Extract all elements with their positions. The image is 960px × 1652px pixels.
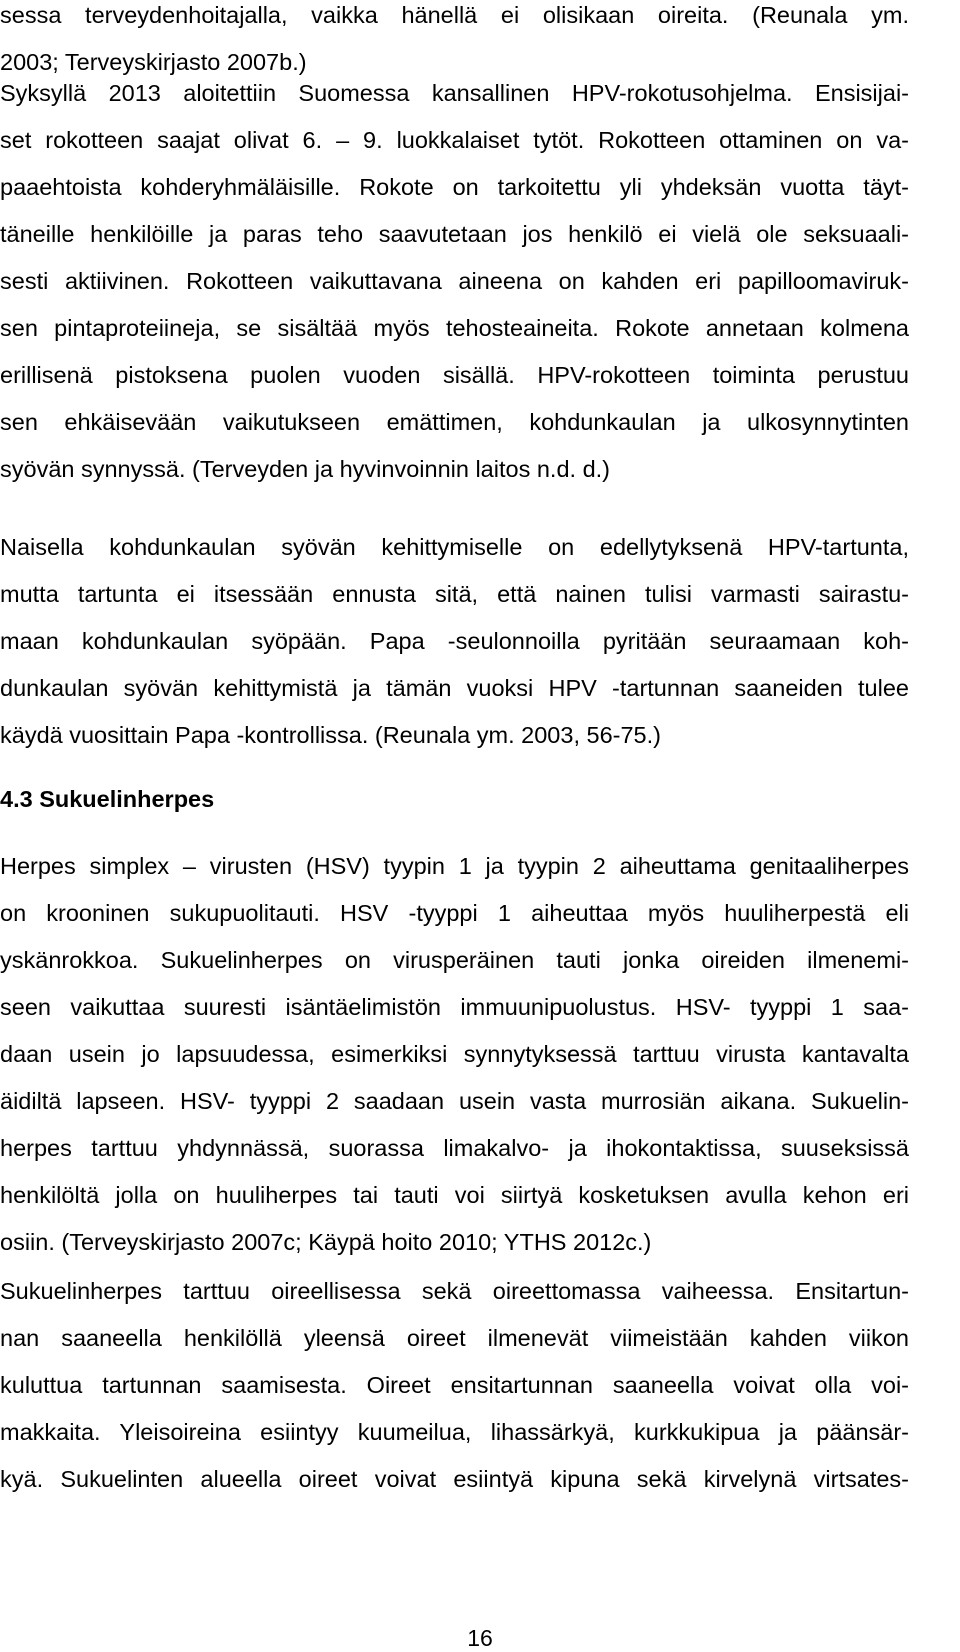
text-line: henkilöltä jolla on huuliherpes tai tauti voi siirtyä kosketuksen avulla kehon eri [0,1182,909,1208]
text-line: Herpes simplex – virusten (HSV) tyypin 1 ja tyypin 2 aiheuttama genitaaliherpes [0,853,909,879]
text-line: käydä vuosittain Papa -kontrollissa. (Reunala ym. 2003, 56-75.) [0,722,661,748]
text-line: herpes tarttuu yhdynnässä, suorassa limakalvo- ja ihokontaktissa, suuseksissä [0,1135,909,1161]
text-line: set rokotteen saajat olivat 6. – 9. luokkalaiset tytöt. Rokotteen ottaminen on va- [0,127,909,153]
text-line: kyä. Sukuelinten alueella oireet voivat esiintyä kipuna sekä kirvelynä virtsates- [0,1466,909,1492]
text-line: sesti aktiivinen. Rokotteen vaikuttavana aineena on kahden eri papilloomaviruk- [0,268,909,294]
text-line: 2003; Terveyskirjasto 2007b.) [0,49,307,75]
text-line: Sukuelinherpes tarttuu oireellisessa sekä oireettomassa vaiheessa. Ensitartun- [0,1278,909,1304]
text-line: daan usein jo lapsuudessa, esimerkiksi synnytyksessä tarttuu virusta kantavalta [0,1041,909,1067]
text-line: kuluttua tartunnan saamisesta. Oireet ensitartunnan saaneella voivat olla voi- [0,1372,909,1398]
text-line: Syksyllä 2013 aloitettiin Suomessa kansallinen HPV-rokotusohjelma. Ensisijai- [0,80,909,106]
text-line: sen ehkäisevään vaikutukseen emättimen, kohdunkaulan ja ulkosynnytinten [0,409,909,435]
text-line: täneille henkilöille ja paras teho saavutetaan jos henkilö ei vielä ole seksuaali- [0,221,909,247]
text-line: mutta tartunta ei itsessään ennusta sitä, että nainen tulisi varmasti sairastu- [0,581,909,607]
text-line: on krooninen sukupuolitauti. HSV -tyyppi 1 aiheuttaa myös huuliherpestä eli [0,900,909,926]
text-line: maan kohdunkaulan syöpään. Papa -seulonnoilla pyritään seuraamaan koh- [0,628,909,654]
text-line: seen vaikuttaa suuresti isäntäelimistön immuunipuolustus. HSV- tyyppi 1 saa- [0,994,909,1020]
text-line: makkaita. Yleisoireina esiintyy kuumeilua, lihassärkyä, kurkkukipua ja päänsär- [0,1419,909,1445]
text-line: äidiltä lapseen. HSV- tyyppi 2 saadaan usein vasta murrosiän aikana. Sukuelin- [0,1088,909,1114]
text-line: nan saaneella henkilöllä yleensä oireet ilmenevät viimeistään kahden viikon [0,1325,909,1351]
text-line: sen pintaproteiineja, se sisältää myös tehosteaineita. Rokote annetaan kolmena [0,315,909,341]
text-line: dunkaulan syövän kehittymistä ja tämän vuoksi HPV -tartunnan saaneiden tulee [0,675,909,701]
page-number: 16 [467,1625,493,1651]
text-line: sessa terveydenhoitajalla, vaikka hänellä ei olisikaan oireita. (Reunala ym. [0,2,909,28]
text-line: Naisella kohdunkaulan syövän kehittymiselle on edellytyksenä HPV-tartunta, [0,534,909,560]
text-line: osiin. (Terveyskirjasto 2007c; Käypä hoito 2010; YTHS 2012c.) [0,1229,652,1255]
section-heading: 4.3 Sukuelinherpes [0,786,215,812]
text-line: paaehtoista kohderyhmäläisille. Rokote on tarkoitettu yli yhdeksän vuotta täyt- [0,174,909,200]
text-line: yskänrokkoa. Sukuelinherpes on virusperäinen tauti jonka oireiden ilmenemi- [0,947,909,973]
text-line: erillisenä pistoksena puolen vuoden sisällä. HPV-rokotteen toiminta perustuu [0,362,909,388]
text-line: syövän synnyssä. (Terveyden ja hyvinvoinnin laitos n.d. d.) [0,456,611,482]
